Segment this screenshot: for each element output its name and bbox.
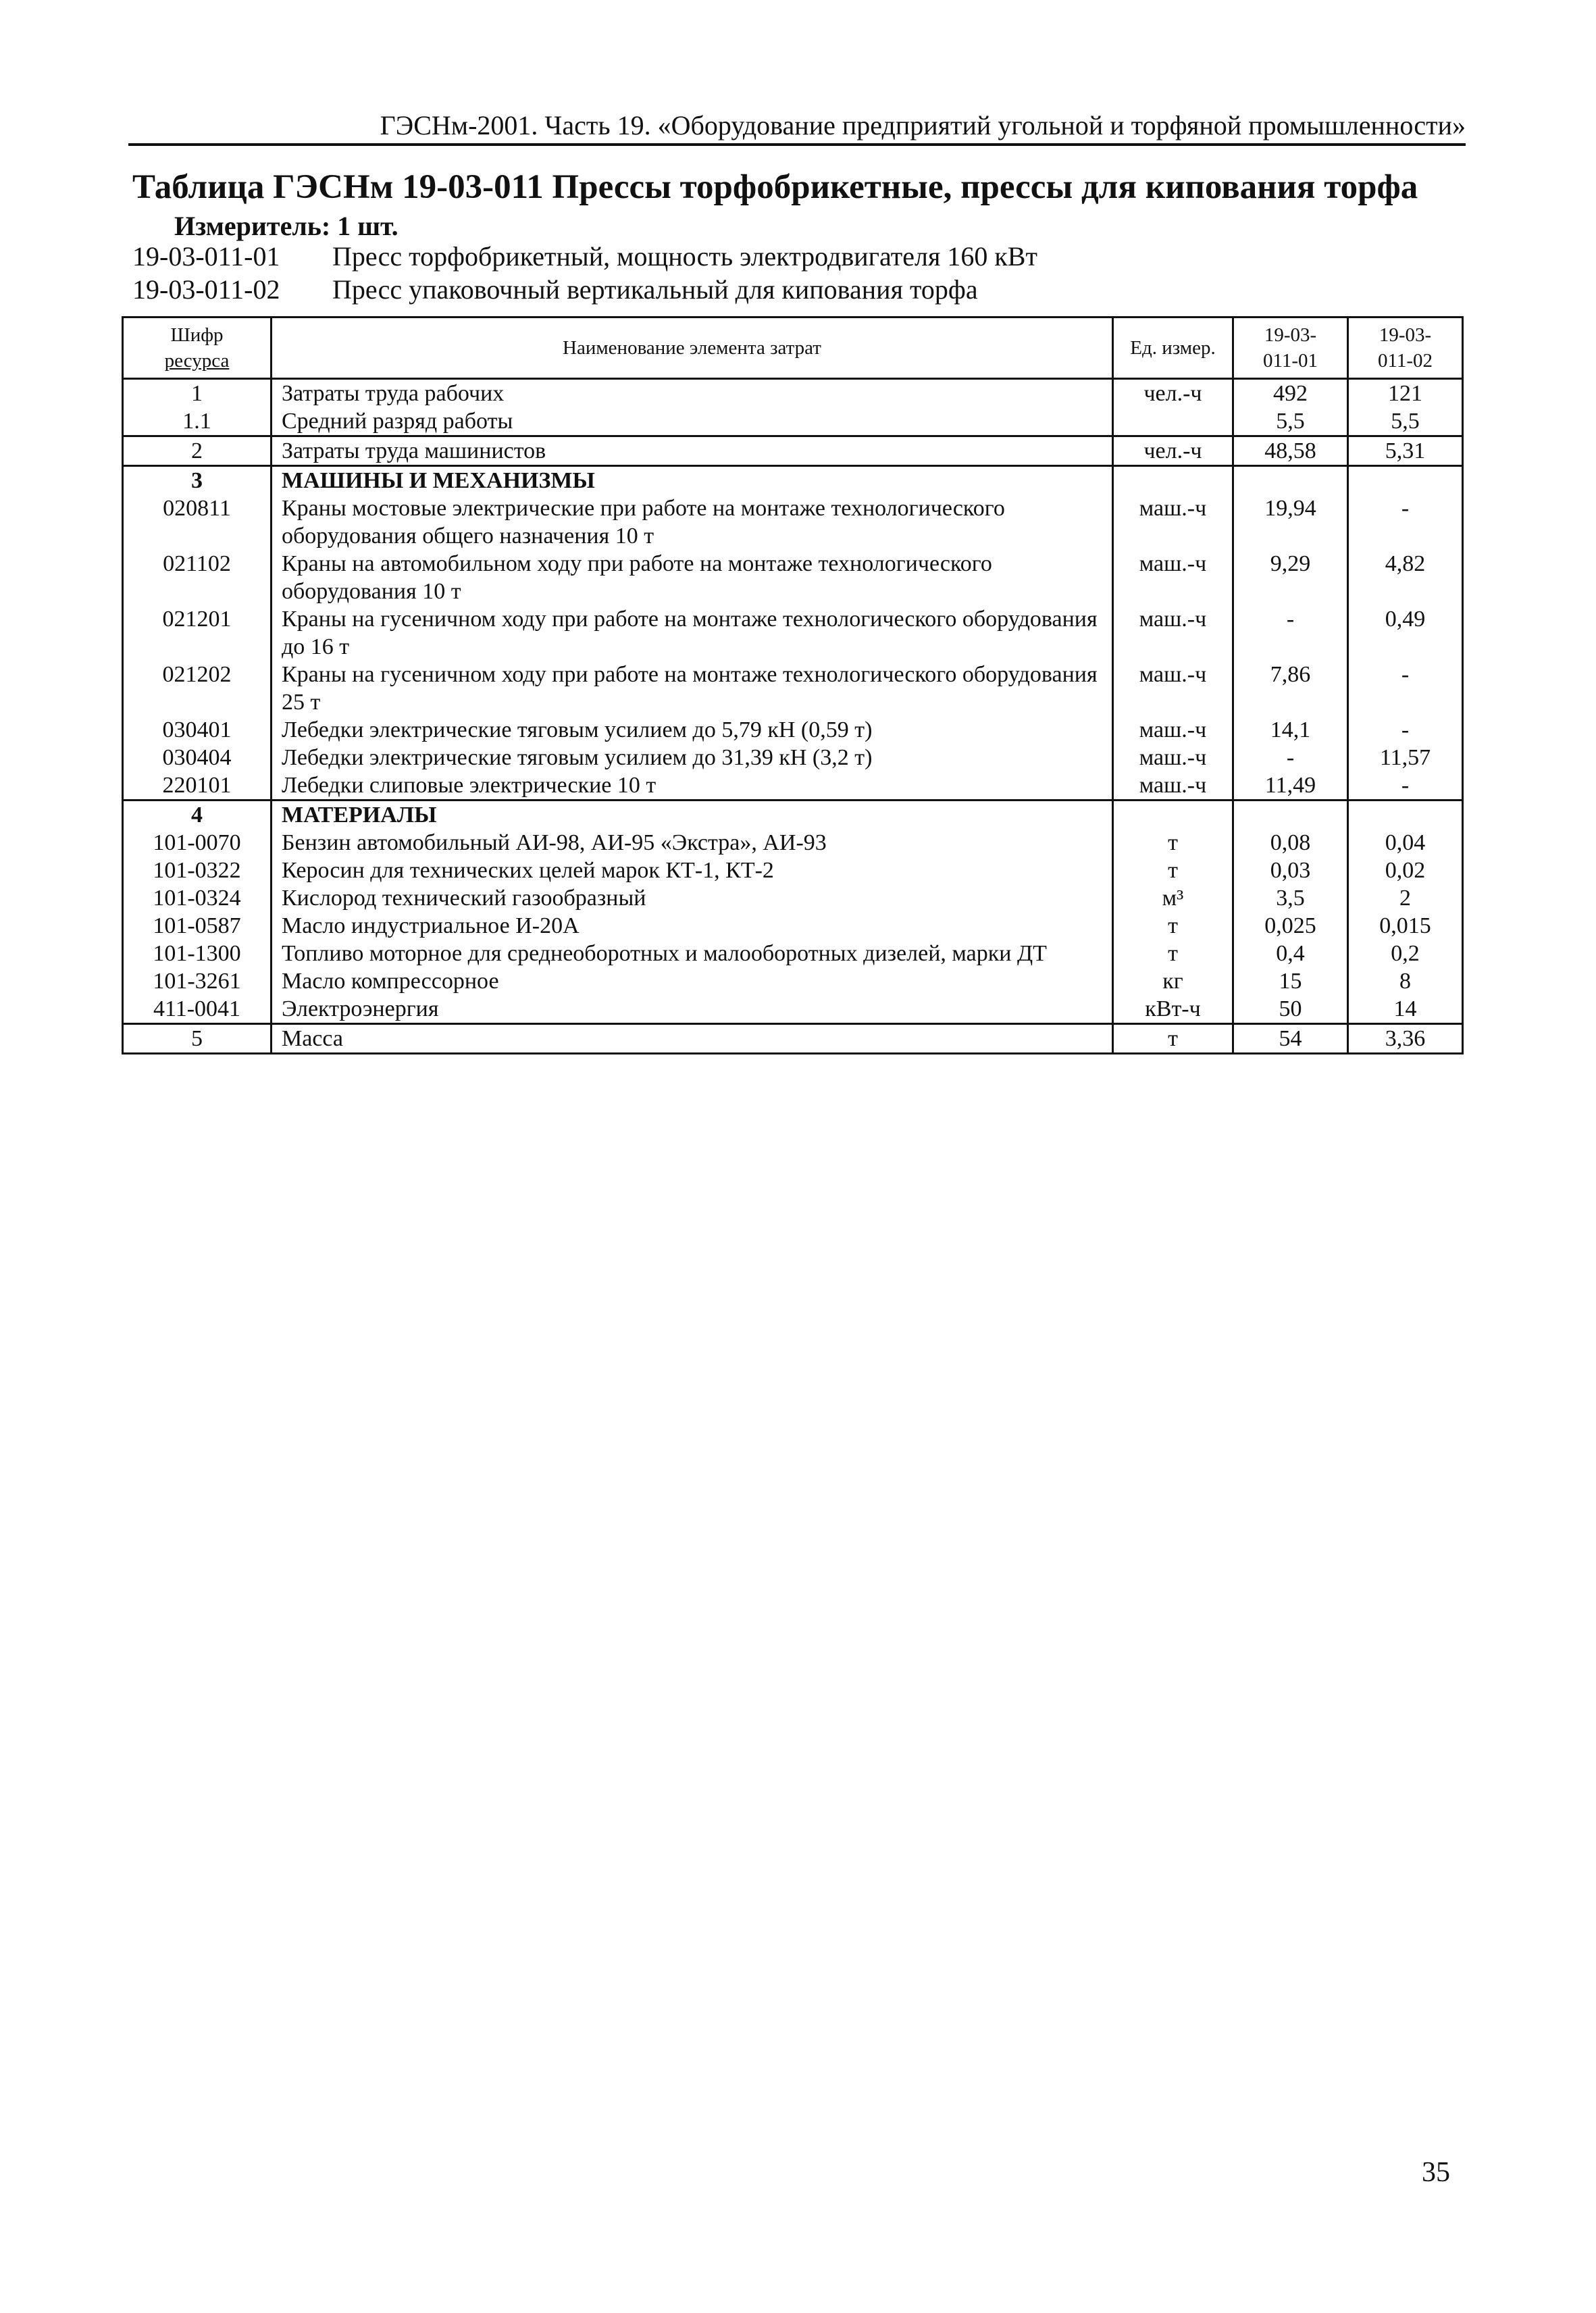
cell-name: Масло индустриальное И-20А (272, 912, 1113, 940)
cell-value-011-01: 0,025 (1233, 912, 1348, 940)
table-row (123, 995, 1463, 1024)
cell-code: 020811 (123, 494, 272, 550)
cell-unit: кг (1113, 967, 1233, 995)
cell-value-011-02: 11,57 (1348, 744, 1463, 771)
header-divider (128, 143, 1466, 146)
cell-unit: маш.-ч (1113, 716, 1233, 744)
cell-code: 220101 (123, 771, 272, 800)
cell-value-011-02: 0,49 (1348, 605, 1463, 661)
cell-name: Краны мостовые электрические при работе на монтаже технологического оборудования общего назначения 10 т (272, 494, 1113, 550)
header-code-line1: Шифр (170, 324, 224, 346)
variant-row (132, 273, 978, 307)
cell-value-011-02 (1348, 466, 1463, 495)
cell-unit: чел.-ч (1113, 379, 1233, 408)
cell-code: 411-0041 (123, 995, 272, 1024)
norms-table (122, 316, 1464, 1054)
table-title: Таблица ГЭСНм 19-03-011 Прессы торфобрикетные, прессы для кипования торфа (132, 168, 1418, 206)
table-row (123, 912, 1463, 940)
cell-value-011-02: 14 (1348, 995, 1463, 1024)
cell-value-011-01: - (1233, 605, 1348, 661)
table-row (123, 967, 1463, 995)
cell-code: 5 (123, 1024, 272, 1054)
header-unit: Ед. измер. (1113, 317, 1233, 379)
cell-value-011-02 (1348, 800, 1463, 830)
cell-unit (1113, 466, 1233, 495)
cell-code: 101-0587 (123, 912, 272, 940)
cell-name: Краны на автомобильном ходу при работе на монтаже технологического оборудования 10 т (272, 550, 1113, 605)
header-name: Наименование элемента затрат (272, 317, 1113, 379)
cell-value-011-02: 121 (1348, 379, 1463, 408)
cell-value-011-01: 15 (1233, 967, 1348, 995)
cell-code: 3 (123, 466, 272, 495)
cell-unit: маш.-ч (1113, 661, 1233, 716)
cell-code: 101-0324 (123, 884, 272, 912)
cell-value-011-02: 8 (1348, 967, 1463, 995)
table-row (123, 379, 1463, 408)
table-row (123, 494, 1463, 550)
cell-name: Керосин для технических целей марок КТ-1, КТ-2 (272, 857, 1113, 884)
measure-unit: Измеритель: 1 шт. (174, 211, 398, 241)
cell-value-011-02: 0,02 (1348, 857, 1463, 884)
table-row (123, 1024, 1463, 1054)
table-row (123, 605, 1463, 661)
cell-name: Кислород технический газообразный (272, 884, 1113, 912)
cell-unit: маш.-ч (1113, 494, 1233, 550)
cell-value-011-01: 0,4 (1233, 940, 1348, 967)
cell-code: 1.1 (123, 407, 272, 436)
cell-value-011-01: 54 (1233, 1024, 1348, 1054)
cell-code: 021201 (123, 605, 272, 661)
cell-name: Лебедки электрические тяговым усилием до 31,39 кН (3,2 т) (272, 744, 1113, 771)
table-row (123, 661, 1463, 716)
table-row (123, 829, 1463, 857)
cell-value-011-02: 0,2 (1348, 940, 1463, 967)
cell-name: Краны на гусеничном ходу при работе на монтаже технологического оборудования 25 т (272, 661, 1113, 716)
cell-value-011-01: 48,58 (1233, 436, 1348, 466)
cell-value-011-01 (1233, 466, 1348, 495)
table-row (123, 550, 1463, 605)
cell-value-011-02: - (1348, 661, 1463, 716)
cell-value-011-01: 14,1 (1233, 716, 1348, 744)
running-header: ГЭСНм-2001. Часть 19. «Оборудование предприятий угольной и торфяной промышленности» (380, 110, 1466, 141)
header-v2 (1348, 317, 1463, 379)
variant-code: 19-03-011-01 (132, 241, 280, 272)
cell-value-011-01: 11,49 (1233, 771, 1348, 800)
cell-code: 2 (123, 436, 272, 466)
variant-description: Пресс упаковочный вертикальный для кипования торфа (332, 274, 978, 305)
cell-code: 1 (123, 379, 272, 408)
cell-code: 101-0322 (123, 857, 272, 884)
cell-code: 4 (123, 800, 272, 830)
cell-unit: маш.-ч (1113, 550, 1233, 605)
cell-unit: т (1113, 829, 1233, 857)
table-row (123, 744, 1463, 771)
table-row (123, 466, 1463, 495)
cell-code: 101-1300 (123, 940, 272, 967)
cell-code: 030401 (123, 716, 272, 744)
cell-unit: маш.-ч (1113, 605, 1233, 661)
cell-code: 030404 (123, 744, 272, 771)
cell-value-011-01: 3,5 (1233, 884, 1348, 912)
cell-value-011-01: 7,86 (1233, 661, 1348, 716)
variant-row (132, 240, 1037, 274)
cell-unit: т (1113, 1024, 1233, 1054)
cell-name: Лебедки электрические тяговым усилием до 5,79 кН (0,59 т) (272, 716, 1113, 744)
cell-unit: т (1113, 940, 1233, 967)
header-v1-line1: 19-03- (1264, 324, 1317, 346)
cell-name: Краны на гусеничном ходу при работе на монтаже технологического оборудования до 16 т (272, 605, 1113, 661)
cell-value-011-02: 0,04 (1348, 829, 1463, 857)
cell-code: 021202 (123, 661, 272, 716)
cell-name: Бензин автомобильный АИ-98, АИ-95 «Экстра», АИ-93 (272, 829, 1113, 857)
cell-value-011-02: 4,82 (1348, 550, 1463, 605)
cell-unit (1113, 800, 1233, 830)
cell-name: Затраты труда машинистов (272, 436, 1113, 466)
table-row (123, 716, 1463, 744)
header-v2-line1: 19-03- (1379, 324, 1432, 346)
cell-unit: т (1113, 912, 1233, 940)
cell-value-011-02: 5,31 (1348, 436, 1463, 466)
cell-value-011-01 (1233, 800, 1348, 830)
header-v1 (1233, 317, 1348, 379)
cell-unit: маш.-ч (1113, 744, 1233, 771)
cell-unit: т (1113, 857, 1233, 884)
cell-value-011-02: 3,36 (1348, 1024, 1463, 1054)
table-row (123, 771, 1463, 800)
cell-name: Масса (272, 1024, 1113, 1054)
cell-value-011-01: 5,5 (1233, 407, 1348, 436)
cell-unit (1113, 407, 1233, 436)
cell-name: Затраты труда рабочих (272, 379, 1113, 408)
cell-value-011-02: - (1348, 494, 1463, 550)
cell-code: 101-0070 (123, 829, 272, 857)
cell-code: 101-3261 (123, 967, 272, 995)
cell-value-011-01: 9,29 (1233, 550, 1348, 605)
table-body (123, 379, 1463, 1054)
cell-code: 021102 (123, 550, 272, 605)
cell-value-011-01: 0,03 (1233, 857, 1348, 884)
cell-name: Топливо моторное для среднеоборотных и малооборотных дизелей, марки ДТ (272, 940, 1113, 967)
cell-unit: маш.-ч (1113, 771, 1233, 800)
cell-value-011-02: 5,5 (1348, 407, 1463, 436)
header-v2-line2: 011-02 (1377, 350, 1433, 372)
header-v1-line2: 011-01 (1262, 350, 1318, 372)
cell-name: Лебедки слиповые электрические 10 т (272, 771, 1113, 800)
cell-value-011-01: 0,08 (1233, 829, 1348, 857)
cell-name: МАТЕРИАЛЫ (272, 800, 1113, 830)
cell-unit: чел.-ч (1113, 436, 1233, 466)
table-header-row (123, 317, 1463, 379)
cell-unit: м³ (1113, 884, 1233, 912)
cell-value-011-02: 2 (1348, 884, 1463, 912)
cell-name: Масло компрессорное (272, 967, 1113, 995)
cell-value-011-02: - (1348, 771, 1463, 800)
table-row (123, 884, 1463, 912)
table-row (123, 436, 1463, 466)
cell-value-011-01: 492 (1233, 379, 1348, 408)
variant-description: Пресс торфобрикетный, мощность электродвигателя 160 кВт (332, 241, 1037, 272)
page-number: 35 (1422, 2157, 1450, 2188)
table-row (123, 940, 1463, 967)
cell-name: Средний разряд работы (272, 407, 1113, 436)
cell-value-011-02: 0,015 (1348, 912, 1463, 940)
variant-code: 19-03-011-02 (132, 274, 280, 305)
cell-name: Электроэнергия (272, 995, 1113, 1024)
cell-value-011-02: - (1348, 716, 1463, 744)
header-code (123, 317, 272, 379)
cell-name: МАШИНЫ И МЕХАНИЗМЫ (272, 466, 1113, 495)
table-row (123, 407, 1463, 436)
cell-unit: кВт-ч (1113, 995, 1233, 1024)
cell-value-011-01: 19,94 (1233, 494, 1348, 550)
table-row (123, 800, 1463, 830)
table-row (123, 857, 1463, 884)
header-code-line2: ресурса (164, 350, 230, 372)
cell-value-011-01: - (1233, 744, 1348, 771)
cell-value-011-01: 50 (1233, 995, 1348, 1024)
